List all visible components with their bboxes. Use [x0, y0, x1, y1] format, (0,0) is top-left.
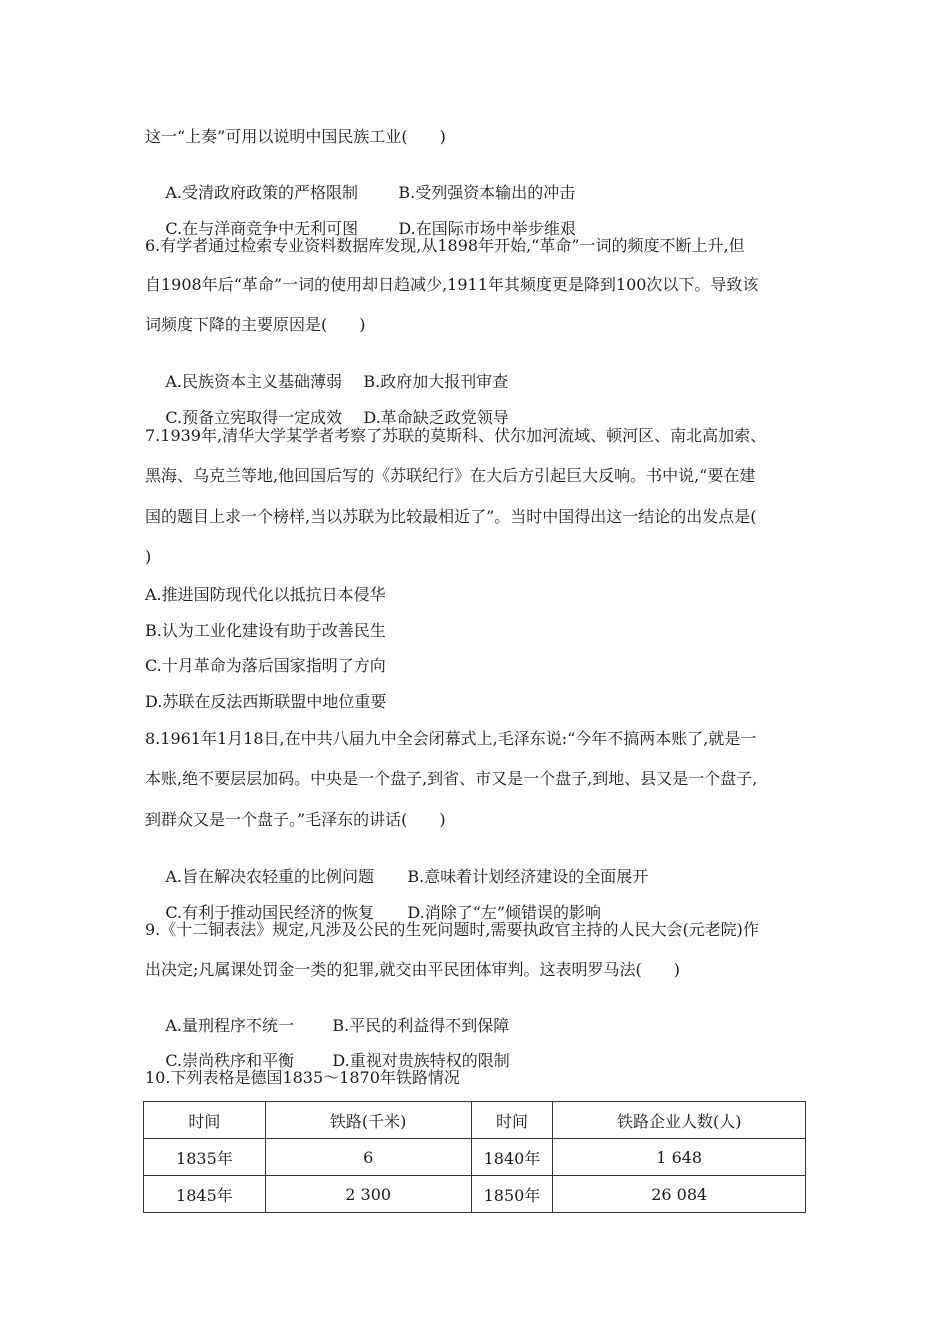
q7-option-a: A.推进国防现代化以抵抗日本侵华: [145, 585, 386, 604]
q9-stem-line-1: 9.《十二铜表法》规定,凡涉及公民的生死问题时,需要执政官主持的人民大会(元老院)作: [145, 920, 759, 939]
q9-option-c: C.崇尚秩序和平衡: [165, 1051, 295, 1070]
table-cell: 6: [265, 1139, 471, 1176]
table-cell: 26 084: [553, 1176, 806, 1213]
q9-option-d: D.重视对贵族特权的限制: [332, 1051, 510, 1070]
q7-stem-line-1: 7.1939年,清华大学某学者考察了苏联的莫斯科、伏尔加河流域、顿河区、南北高加索、: [145, 426, 767, 445]
q9-stem-line-2: 出决定;凡属课处罚金一类的犯罪,就交由平民团体审判。这表明罗马法( ): [145, 960, 680, 979]
q6-stem-line-2: 自1908年后“革命”一词的使用却日趋减少,1911年其频度更是降到100次以下。导致该: [145, 275, 759, 294]
q7-stem-line-3: 国的题目上求一个榜样,当以苏联为比较最相近了”。当时中国得出这一结论的出发点是(: [145, 507, 757, 526]
q5-stem: 这一“上奏”可用以说明中国民族工业( ): [145, 127, 446, 146]
table-cell: 1850年: [471, 1176, 553, 1213]
table-row: [144, 1176, 806, 1213]
q6-option-d: D.革命缺乏政党领导: [363, 408, 509, 427]
table-header-cell: 铁路(千米): [265, 1102, 471, 1139]
q6-stem-line-1: 6.有学者通过检索专业资料数据库发现,从1898年开始,“革命”一词的频度不断上升,但: [145, 236, 745, 255]
q5-option-a: A.受清政府政策的严格限制: [165, 183, 358, 202]
q6-option-c: C.预备立宪取得一定成效: [165, 408, 343, 427]
table-cell: 1 648: [553, 1139, 806, 1176]
q6-stem-line-3: 词频度下降的主要原因是( ): [145, 315, 366, 334]
q7-option-b: B.认为工业化建设有助于改善民生: [145, 621, 386, 640]
q8-option-b: B.意味着计划经济建设的全面展开: [407, 867, 649, 886]
table-header-cell: 铁路企业人数(人): [553, 1102, 806, 1139]
q5-option-d: D.在国际市场中举步维艰: [398, 219, 576, 238]
table-header-row: [144, 1102, 806, 1139]
q8-option-d: D.消除了“左”倾错误的影响: [407, 903, 602, 922]
q8-option-a: A.旨在解决农轻重的比例问题: [165, 867, 374, 886]
q7-option-c: C.十月革命为落后国家指明了方向: [145, 656, 386, 675]
q7-stem-line-2: 黑海、乌克兰等地,他回国后写的《苏联纪行》在大后方引起巨大反响。书中说,“要在建: [145, 466, 756, 485]
q5-option-c: C.在与洋商竞争中无利可图: [165, 219, 359, 238]
q8-stem-line-1: 8.1961年1月18日,在中共八届九中全会闭幕式上,毛泽东说:“今年不搞两本账了,就是一: [145, 729, 757, 748]
table-cell: 2 300: [265, 1176, 471, 1213]
q6-option-b: B.政府加大报刊审查: [363, 372, 509, 391]
table-cell: 1840年: [471, 1139, 553, 1176]
table-cell: 1835年: [144, 1139, 266, 1176]
table-cell: 1845年: [144, 1176, 266, 1213]
q8-stem-line-3: 到群众又是一个盘子。”毛泽东的讲话( ): [145, 810, 446, 829]
q7-stem-line-4: ): [145, 547, 152, 566]
q9-option-a: A.量刑程序不统一: [165, 1016, 294, 1035]
q7-option-d: D.苏联在反法西斯联盟中地位重要: [145, 692, 387, 711]
table-header-cell: 时间: [144, 1102, 266, 1139]
q5-option-b: B.受列强资本输出的冲击: [398, 183, 576, 202]
railway-table: [143, 1101, 806, 1213]
q8-option-c: C.有利于推动国民经济的恢复: [165, 903, 375, 922]
table-row: [144, 1139, 806, 1176]
q9-option-b: B.平民的利益得不到保障: [332, 1016, 510, 1035]
q8-stem-line-2: 本账,绝不要层层加码。中央是一个盘子,到省、市又是一个盘子,到地、县又是一个盘子,: [145, 769, 758, 788]
q6-option-a: A.民族资本主义基础薄弱: [165, 372, 342, 391]
table-header-cell: 时间: [471, 1102, 553, 1139]
q10-stem: 10.下列表格是德国1835～1870年铁路情况: [145, 1068, 460, 1087]
